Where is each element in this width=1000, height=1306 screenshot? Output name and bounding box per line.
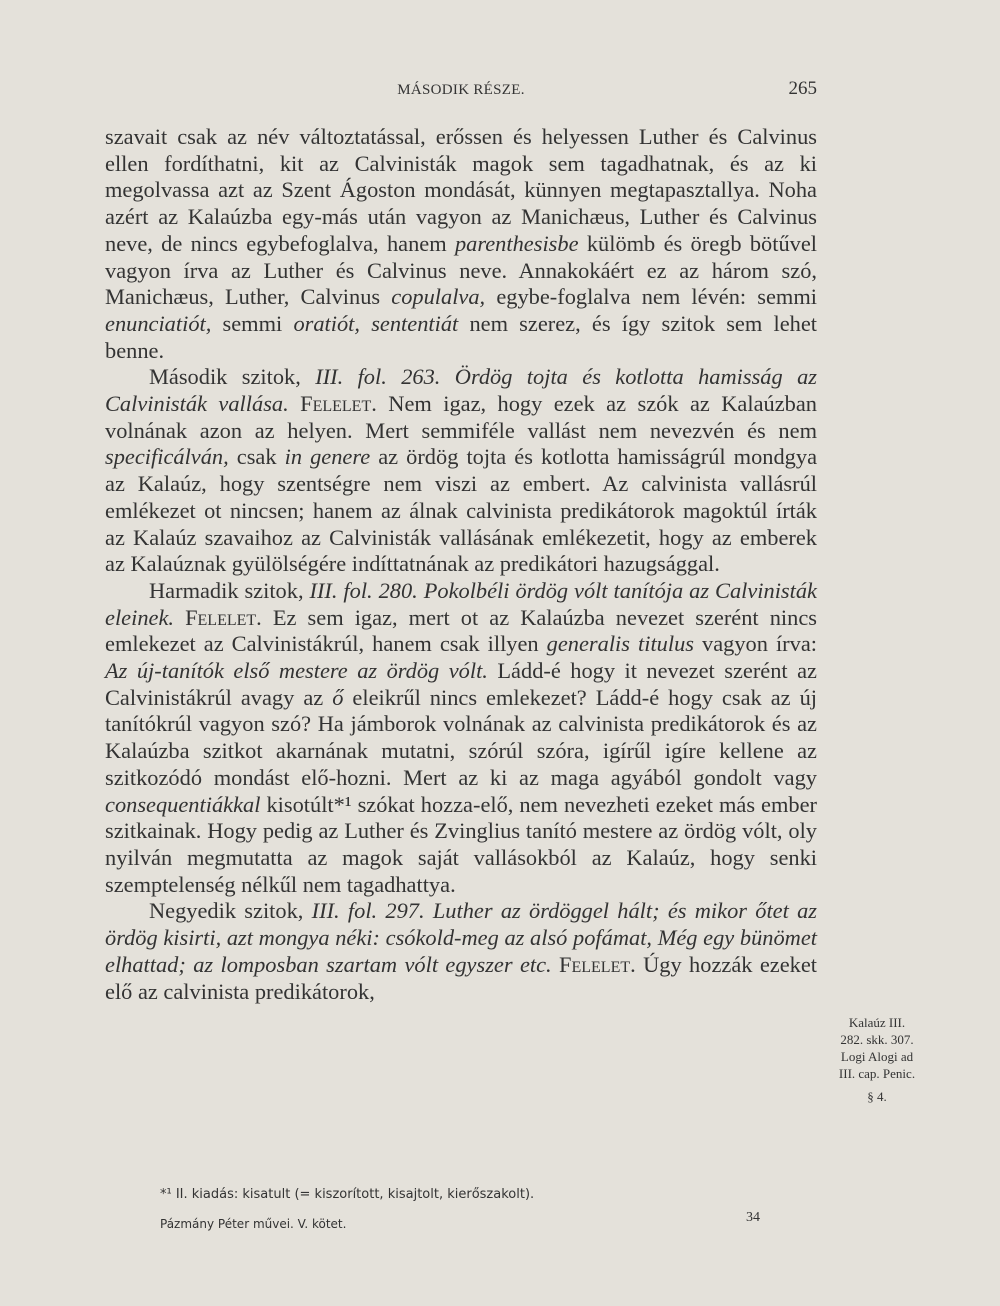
- margin-note-line: III. cap. Penic.: [838, 1066, 916, 1081]
- italic-phrase: consequentiákkal: [105, 791, 261, 817]
- answer-label: Felelet.: [559, 951, 636, 977]
- text-run: eleikrűl nincs emlekezet? Ládd-é hogy csak az új tanítókrúl vagyon szó? Ha jámborok volnának az calvinista predikátorok és az Kalaúzba szitkot akarnának mutatni, szórúl szóra, igírűl igíre kellene az szitkozódó mondást elő-hozni. Mert az ki az maga agyából gondolt vagy: [105, 684, 817, 790]
- text-run: Ez sem igaz, mert ot az Kalaúzba nevezet szerént nincs emlekezet az Calvinistákrúl, hanem csak illyen: [105, 604, 817, 657]
- text-run: [289, 391, 300, 416]
- answer-label: Felelet.: [300, 391, 377, 417]
- margin-note: [822, 1014, 932, 1105]
- page-number: 265: [788, 78, 817, 99]
- paragraph-3-third-insult: [105, 578, 817, 898]
- text-run: [552, 952, 559, 977]
- text-run: Úgy hozzák ezeket elő az calvinista predikátorok,: [105, 951, 817, 1004]
- italic-phrase: parenthesisbe: [454, 230, 579, 256]
- margin-note-section: § 4.: [867, 1089, 887, 1104]
- italic-phrase: ő: [332, 684, 344, 710]
- text-run: [174, 605, 185, 630]
- text-run: nem szerez, és így szitok sem lehet benne.: [105, 310, 817, 363]
- text-run: külömb és öregb bötűvel vagyon írva az Luther és Calvinus neve. Annakokáért ez az három szó, Manichæus, Luther, Calvinus: [105, 230, 817, 310]
- paragraph-2-second-insult: [105, 364, 817, 578]
- text-run: kisotúlt*¹ szókat hozza-elő, nem nevezheti ezeket más ember szitkainak. Hogy pedig az Luther és Zvinglius tanító mestere az ördög vólt, oly nyilván megmutatta az magok saját vallásokból az Kalaúz, hogy senki szemptelenség nélkűl nem tagadhattya.: [105, 791, 817, 897]
- signature-mark: 34: [746, 1210, 760, 1225]
- imprint-line: Pázmány Péter művei. V. kötet.: [160, 1217, 347, 1231]
- text-run: szavait csak az név változtatással, erőssen és helyessen Luther és Calvinus ellen fordíthatni, kit az Calvinisták magok sem tagadhatnak, és az ki megolvassa azt az Szent Ágoston mondását, künnyen megtapasztallya. Noha azért az Kalaúzba egy-más után vagyon az Manichæus, Luther és Calvinus neve, de nincs egybefoglalva, hanem: [105, 124, 817, 256]
- text-run: Harmadik szitok,: [149, 577, 310, 603]
- running-head: [105, 78, 817, 106]
- footnote: *¹ II. kiadás: kisatult (= kiszorított, kisajtolt, kierőszakolt).: [160, 1187, 535, 1202]
- text-run: egybe-foglalva nem lévén: semmi: [485, 284, 817, 310]
- margin-note-line: Logi Alogi ad: [840, 1049, 914, 1064]
- italic-phrase: generalis titulus: [546, 631, 694, 657]
- italic-phrase: III. fol. 263. Ördög tojta és kotlotta hamisság az Calvinisták vallása.: [105, 364, 817, 417]
- italic-phrase: oratiót, sententiát: [293, 310, 459, 336]
- paragraph-4-fourth-insult: [105, 898, 817, 1005]
- paragraph-1: [105, 124, 817, 364]
- answer-label: Felelet.: [185, 604, 262, 630]
- text-run: Negyedik szitok,: [149, 898, 312, 924]
- main-text: [105, 124, 817, 1005]
- text-run: Nem igaz, hogy ezek az szók az Kalaúzban volnának azon az helyen. Mert semmiféle vallást nem nevezvén és nem: [105, 391, 817, 443]
- text-run: Ládd-é hogy it nevezet szerént az Calvinistákrúl avagy az: [105, 658, 817, 710]
- italic-phrase: Az új-tanítók első mestere az ördög vólt.: [105, 658, 488, 684]
- italic-phrase: III. fol. 297. Luther az ördöggel hált; és mikor őtet az ördög kisirti, azt mongya néki: csókold-meg az alsó pofámat, Még egy bünömet elhattad; az lomposban szartam vólt egyszer etc.: [105, 898, 818, 977]
- text-run: semmi: [211, 310, 294, 336]
- margin-note-line: 282. skk. 307.: [840, 1032, 914, 1047]
- running-title: MÁSODIK RÉSZE.: [397, 82, 525, 98]
- text-run: vagyon írva:: [694, 631, 817, 657]
- text-run: Második szitok,: [149, 364, 316, 390]
- text-run: csak: [228, 444, 285, 470]
- text-run: az ördög tojta és kotlotta hamisságrúl mondgya az Kalaúz, hogy szentségre nem viszi az embert. Az calvinista vallásrúl emlékezet ot nincsen; hanem az álnak calvinista predikátorok magoktúl írták az Kalaúz szavaihoz az Calvinisták vallásának emlékezetit, hogy az emberek az Kalaúznak gyülölségére indíttatnának az predikátori hazugsággal.: [105, 444, 818, 577]
- italic-phrase: in genere: [284, 444, 371, 470]
- italic-phrase: enunciatiót,: [105, 310, 212, 336]
- margin-note-line: Kalaúz III.: [848, 1015, 906, 1030]
- italic-phrase: III. fol. 280. Pokolbéli ördög vólt tanítója az Calvinisták eleinek.: [105, 577, 817, 630]
- italic-phrase: copulalva,: [391, 284, 486, 310]
- italic-phrase: specificálván,: [105, 444, 229, 470]
